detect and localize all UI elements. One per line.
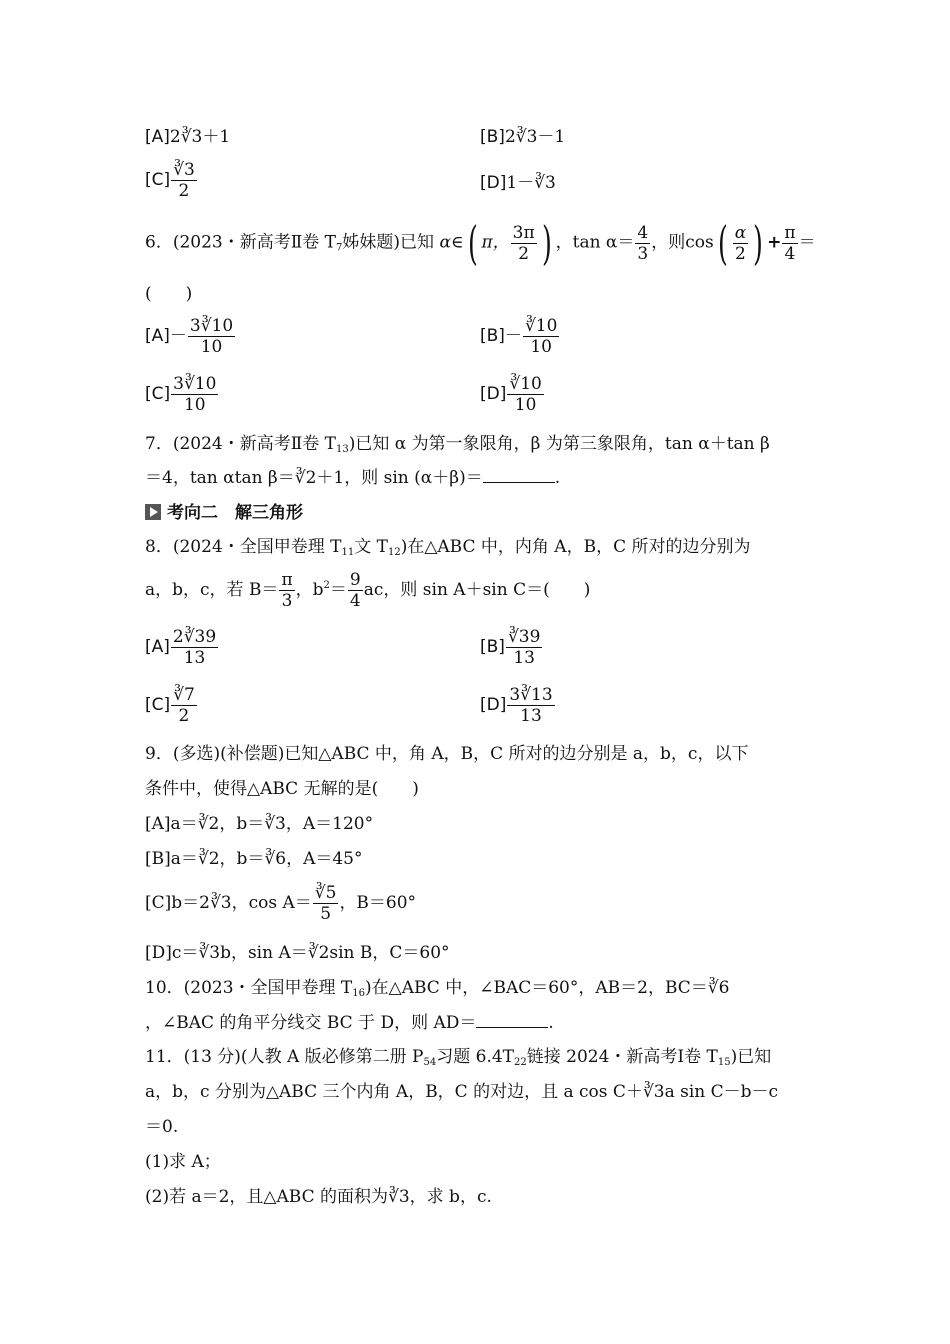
q8-option-d: [D] $\frac{3∛13}{13}$	[480, 685, 553, 726]
q6-option-b: [B]－ $\frac{∛10}{10}$	[480, 316, 558, 357]
q10-answer-blank	[476, 1013, 548, 1028]
q9-line-2: 条件中，使得△ABC 无解的是( )	[145, 779, 419, 799]
play-triangle-icon	[145, 504, 161, 520]
q8-option-c: [C] $\frac{∛7}{2}$	[145, 685, 195, 726]
q7-line-2: ＝4，tan αtan β＝∛2＋1，则 sin (α＋β)＝ .	[145, 468, 561, 488]
q8-line-2: a，b，c，若 B＝ $\frac{\pi}{3}$ ，$b^2=$ $\frac{9}{4}$ ac，则 sin A＋sin C＝( )	[145, 570, 591, 611]
q8-option-a: [A] $\frac{2∛39}{13}$	[145, 627, 217, 668]
q5-option-b: [B]2∛3－1	[480, 127, 566, 147]
q11-part-1: (1)求 A；	[145, 1152, 221, 1172]
q11-part-2: (2)若 a＝2，且△ABC 的面积为∛3，求 b，c.	[145, 1187, 492, 1207]
q7-line-1: 7．(2024・新高考Ⅱ卷 $T_{13}$)已知 α 为第一象限角，β 为第三象限角，tan α＋tan β	[145, 434, 770, 455]
q10-line-2: ，∠BAC 的角平分线交 BC 于 D，则 AD＝ .	[145, 1013, 554, 1033]
q9-option-d: [D]c＝∛3b，sin A＝∛2sin B，C＝60°	[145, 943, 450, 963]
section-header: 考向二 解三角形	[145, 502, 303, 524]
q11-line-3: ＝0.	[145, 1117, 179, 1137]
q5-option-a: [A]2∛3＋1	[145, 127, 231, 147]
q5-option-c: [C] $\frac{∛3}{2}$	[145, 160, 195, 201]
q5-option-d: [D]1－∛3	[480, 173, 556, 193]
q9-line-1: 9．(多选)(补偿题)已知△ABC 中，角 A，B，C 所对的边分别是 a，b，c，以下	[145, 744, 749, 764]
q6-answer-paren: ( )	[145, 284, 193, 304]
q6-option-a: [A]－ $\frac{3∛10}{10}$	[145, 316, 234, 357]
q6-stem: 6．(2023・新高考Ⅱ卷 $T_7$姊妹题)已知 α∈( π， $\frac{3\pi}{2}$ ) ，tan α＝ $\frac{4}{3}$ ，则cos( $\frac{\alpha}{2}$ ) + $\frac{\pi}{4}$ ＝	[145, 216, 816, 270]
q9-option-c: [C]b＝2∛3，cos A＝ $\frac{∛5}{5}$ ，B＝60°	[145, 883, 417, 924]
q10-line-1: 10．(2023・全国甲卷理 $T_{16}$)在△ABC 中，∠BAC＝60°，AB＝2，BC＝∛6	[145, 978, 730, 999]
q11-line-1: 11．(13 分)(人教 A 版必修第二册 $P_{54}$习题 $6.4T_{22}$链接 2024・新高考Ⅰ卷 $T_{15}$)已知	[145, 1047, 772, 1068]
q8-line-1: 8．(2024・全国甲卷理 $T_{11}$文 $T_{12}$)在△ABC 中，内角 A，B，C 所对的边分别为	[145, 537, 751, 558]
q8-option-b: [B] $\frac{∛39}{13}$	[480, 627, 541, 668]
q6-option-c: [C] $\frac{3∛10}{10}$	[145, 374, 217, 415]
q7-answer-blank	[483, 468, 555, 483]
q11-line-2: a，b，c 分别为△ABC 三个内角 A，B，C 的对边，且 a cos C＋∛3a sin C－b－c	[145, 1082, 779, 1102]
q9-option-b: [B]a＝∛2，b＝∛6，A＝45°	[145, 849, 363, 869]
q6-option-d: [D] $\frac{∛10}{10}$	[480, 374, 542, 415]
q9-option-a: [A]a＝∛2，b＝∛3，A＝120°	[145, 814, 374, 834]
